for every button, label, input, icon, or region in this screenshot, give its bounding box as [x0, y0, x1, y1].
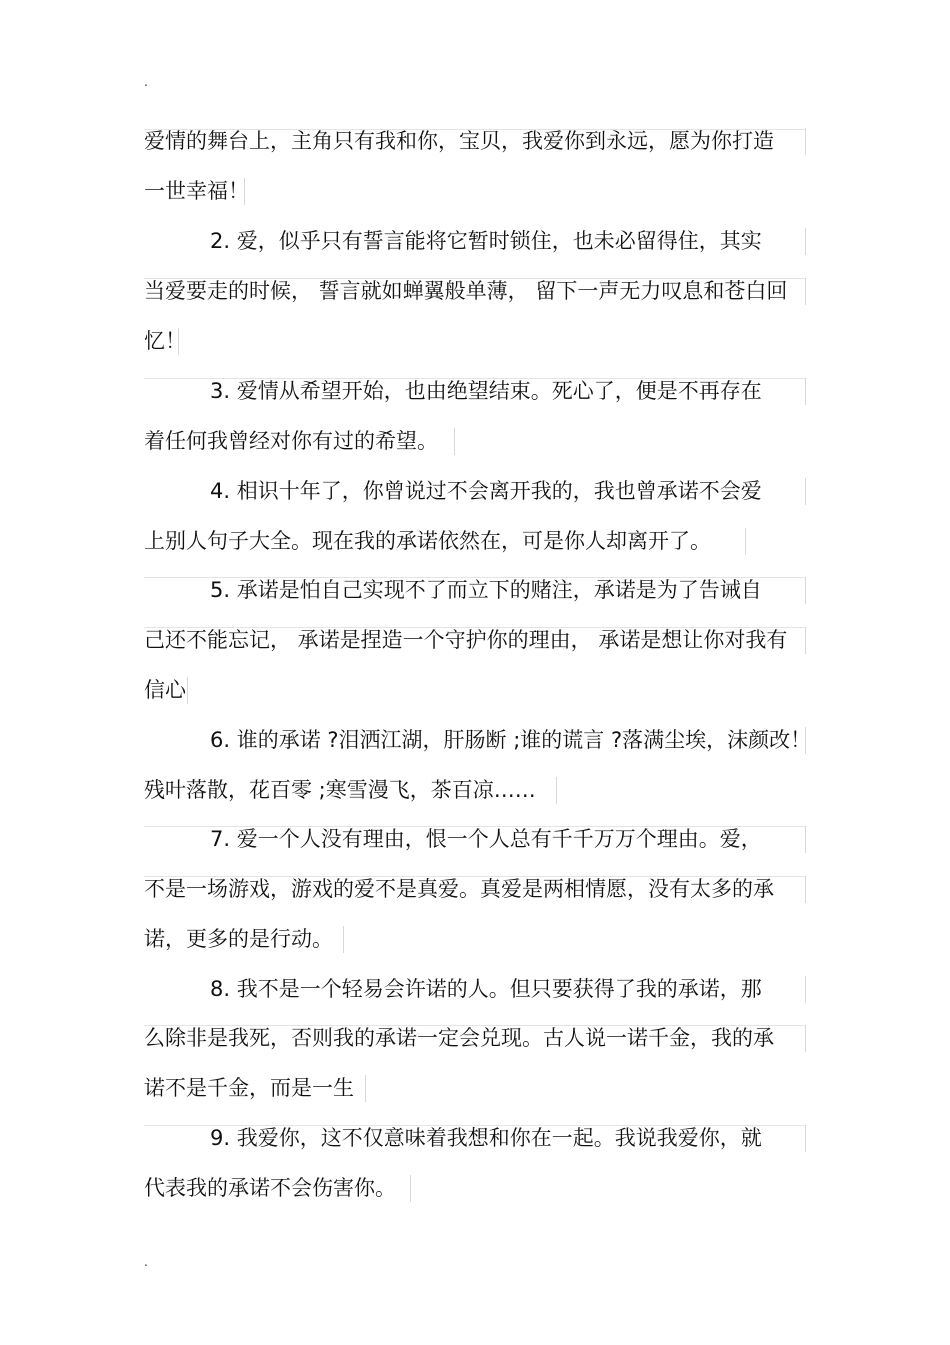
text-line	[144, 1075, 354, 1125]
line-text: 9. 我爱你，这不仅意味着我想和你在一起。我说我爱你，就	[210, 1126, 762, 1150]
line-text: 上别人句子大全。现在我的承诺依然在，可是你人却离开了。	[144, 529, 711, 553]
line-end-bar	[187, 677, 188, 704]
text-line	[144, 976, 762, 1026]
line-text: 着任何我曾经对你有过的希望。	[144, 429, 438, 453]
line-end-bar	[805, 876, 806, 903]
line-text: 5. 承诺是怕自己实现不了而立下的赌注，承诺是为了告诫自	[210, 578, 762, 602]
text-line	[144, 926, 333, 976]
text-line	[144, 826, 762, 876]
line-end-bar	[410, 1175, 411, 1202]
line-end-bar	[805, 1025, 806, 1052]
line-text: 诺，更多的是行动。	[144, 927, 333, 951]
line-text: 当爱要走的时候， 誓言就如蝉翼般单薄， 留下一声无力叹息和苍白回	[144, 279, 788, 303]
line-end-bar	[556, 777, 557, 804]
line-end-bar	[343, 926, 344, 953]
text-line	[144, 727, 811, 777]
line-end-bar	[454, 428, 455, 455]
line-text: 7. 爱一个人没有理由，恨一个人总有千千万万个理由。爱，	[210, 827, 762, 851]
line-text: 诺不是千金，而是一生	[144, 1076, 354, 1100]
line-text: 信心	[144, 678, 186, 702]
text-line	[144, 1175, 396, 1225]
text-line	[144, 677, 186, 727]
line-end-bar	[805, 976, 806, 1003]
text-line	[144, 777, 536, 827]
text-line	[144, 1025, 774, 1075]
text-line	[144, 627, 787, 677]
line-end-bar	[805, 378, 806, 405]
text-line	[144, 128, 774, 178]
line-text: 代表我的承诺不会伤害你。	[144, 1176, 396, 1200]
text-line	[144, 478, 762, 528]
line-text: 8. 我不是一个轻易会许诺的人。但只要获得了我的承诺，那	[210, 977, 762, 1001]
line-end-bar	[745, 528, 746, 555]
line-text: 爱情的舞台上，主角只有我和你，宝贝，我爱你到永远，愿为你打造	[144, 129, 774, 153]
header-dot: .	[144, 75, 148, 89]
line-text: 6. 谁的承诺 ?泪洒江湖，肝肠断 ;谁的谎言 ?落满尘埃，沫颜改！	[210, 728, 812, 752]
text-line	[144, 178, 249, 228]
line-text: 4. 相识十年了，你曾说过不会离开我的，我也曾承诺不会爱	[210, 479, 762, 503]
text-line	[144, 328, 186, 378]
line-text: 一世幸福！	[144, 179, 249, 203]
line-end-bar	[805, 278, 806, 305]
text-line	[144, 378, 762, 428]
line-end-bar	[365, 1075, 366, 1102]
text-line	[144, 577, 762, 627]
text-line	[144, 278, 787, 328]
footer-dot: .	[144, 1255, 148, 1269]
text-line	[144, 428, 438, 478]
line-text: 2. 爱，似乎只有誓言能将它暂时锁住，也未必留得住，其实	[210, 229, 762, 253]
text-line	[144, 228, 762, 278]
line-text: 不是一场游戏，游戏的爱不是真爱。真爱是两相情愿，没有太多的承	[144, 877, 774, 901]
line-end-bar	[805, 128, 806, 155]
line-end-bar	[805, 478, 806, 505]
text-line	[144, 876, 774, 926]
line-end-bar	[805, 627, 806, 654]
line-text: 残叶落散，花百零 ;寒雪漫飞，茶百凉……	[144, 778, 536, 802]
line-end-bar	[805, 577, 806, 604]
line-text: 3. 爱情从希望开始，也由绝望结束。死心了，便是不再存在	[210, 379, 762, 403]
text-line	[144, 1125, 762, 1175]
text-line	[144, 528, 711, 578]
line-end-bar	[805, 826, 806, 853]
line-end-bar	[805, 228, 806, 255]
line-text: 忆！	[144, 329, 186, 353]
line-text: 己还不能忘记， 承诺是捏造一个守护你的理由， 承诺是想让你对我有	[144, 628, 788, 652]
line-text: 么除非是我死，否则我的承诺一定会兑现。古人说一诺千金，我的承	[144, 1026, 774, 1050]
line-end-bar	[805, 1125, 806, 1152]
